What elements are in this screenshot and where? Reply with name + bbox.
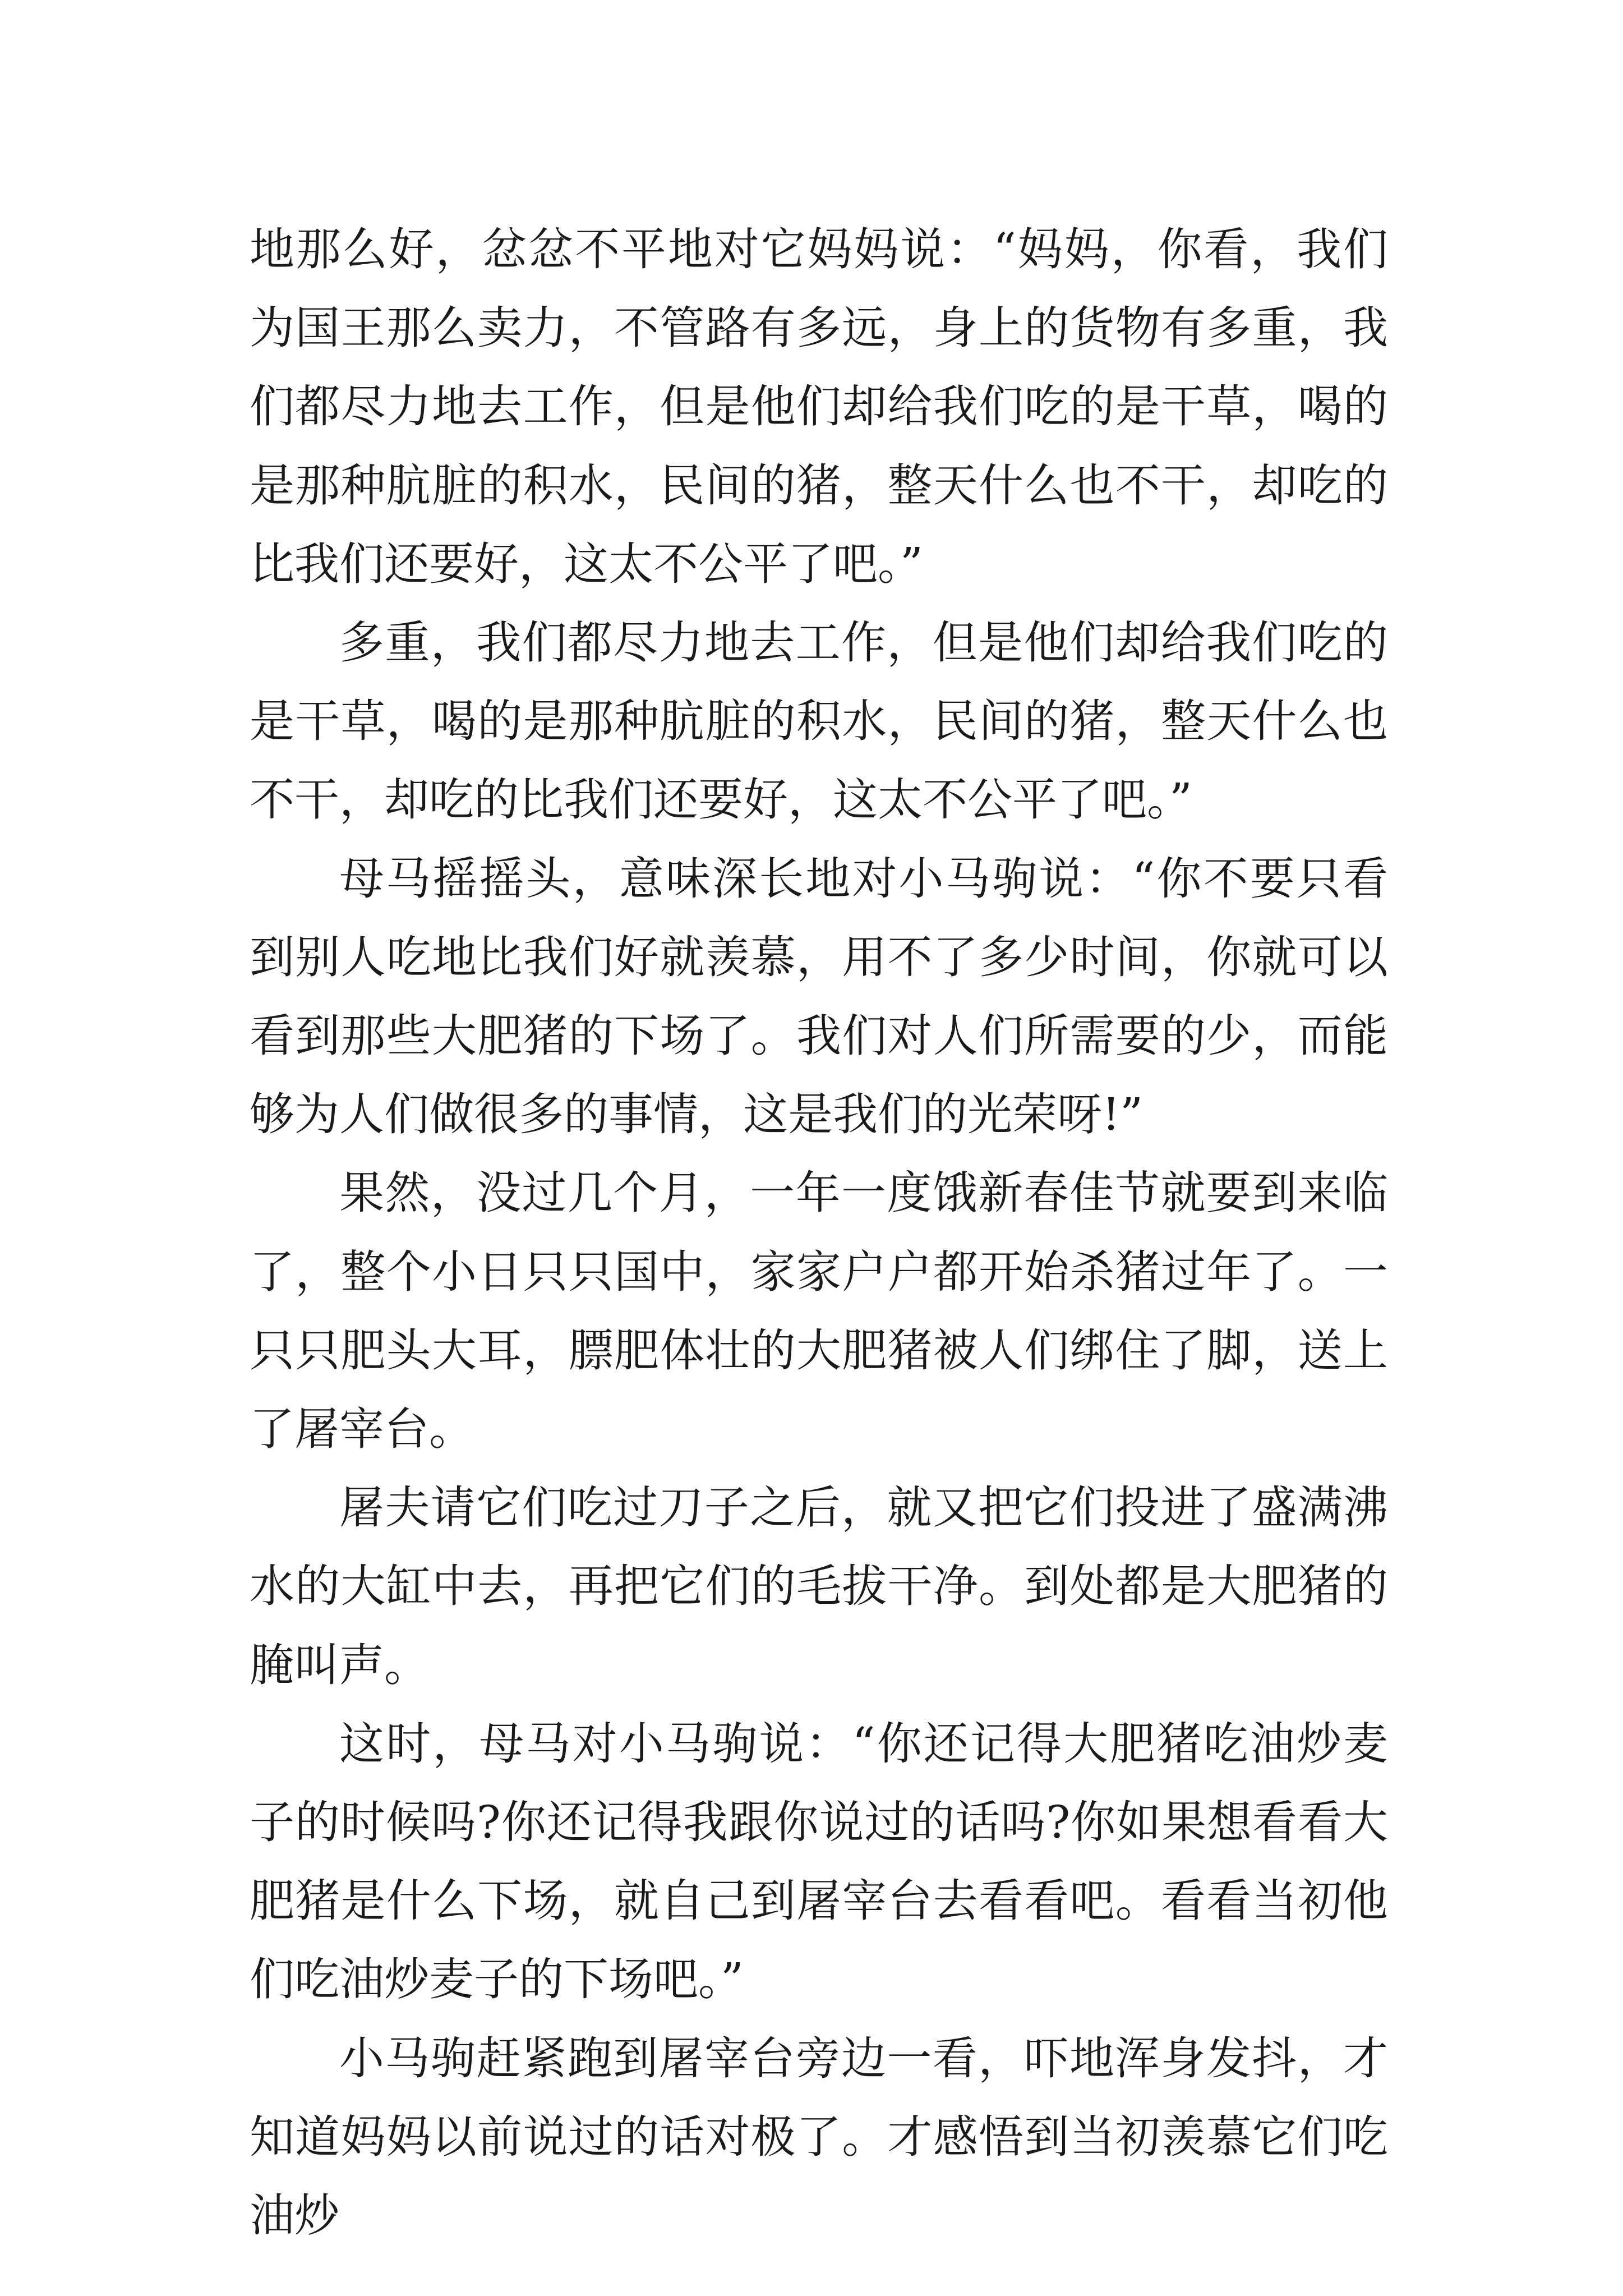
paragraph-5: 屠夫请它们吃过刀子之后，就又把它们投进了盛满沸水的大缸中去，再把它们的毛拔干净。到处都是大肥猪的腌叫声。 <box>250 1481 1388 1691</box>
paragraph-1: 地那么好，忿忿不平地对它妈妈说：“妈妈，你看，我们为国王那么卖力，不管路有多远，身上的货物有多重，我们都尽力地去工作，但是他们却给我们吃的是干草，喝的是那种肮脏的积水，民间的猪，整天什么也不干，却吃的比我们还要好，这太不公平了吧。” <box>250 223 1388 590</box>
paragraph-7: 小马驹赶紧跑到屠宰台旁边一看，吓地浑身发抖，才知道妈妈以前说过的话对极了。才感悟到当初羡慕它们吃油炒 <box>250 2032 1388 2242</box>
paragraph-6: 这时，母马对小马驹说：“你还记得大肥猪吃油炒麦子的时候吗?你还记得我跟你说过的话吗?你如果想看看大肥猪是什么下场，就自己到屠宰台去看看吧。看看当初他们吃油炒麦子的下场吧。” <box>250 1717 1388 2006</box>
body-text <box>250 210 1388 2255</box>
paragraph-2: 多重，我们都尽力地去工作，但是他们却给我们吃的是干草，喝的是那种肮脏的积水，民间的猪，整天什么也不干，却吃的比我们还要好，这太不公平了吧。” <box>250 616 1388 826</box>
paragraph-4: 果然，没过几个月，一年一度饿新春佳节就要到来临了，整个小日只只国中，家家户户都开始杀猪过年了。一只只肥头大耳，膘肥体壮的大肥猪被人们绑住了脚，送上了屠宰台。 <box>250 1167 1388 1456</box>
paragraph-3: 母马摇摇头，意味深长地对小马驹说：“你不要只看到别人吃地比我们好就羡慕，用不了多少时间，你就可以看到那些大肥猪的下场了。我们对人们所需要的少，而能够为人们做很多的事情，这是我们的光荣呀!” <box>250 852 1388 1141</box>
